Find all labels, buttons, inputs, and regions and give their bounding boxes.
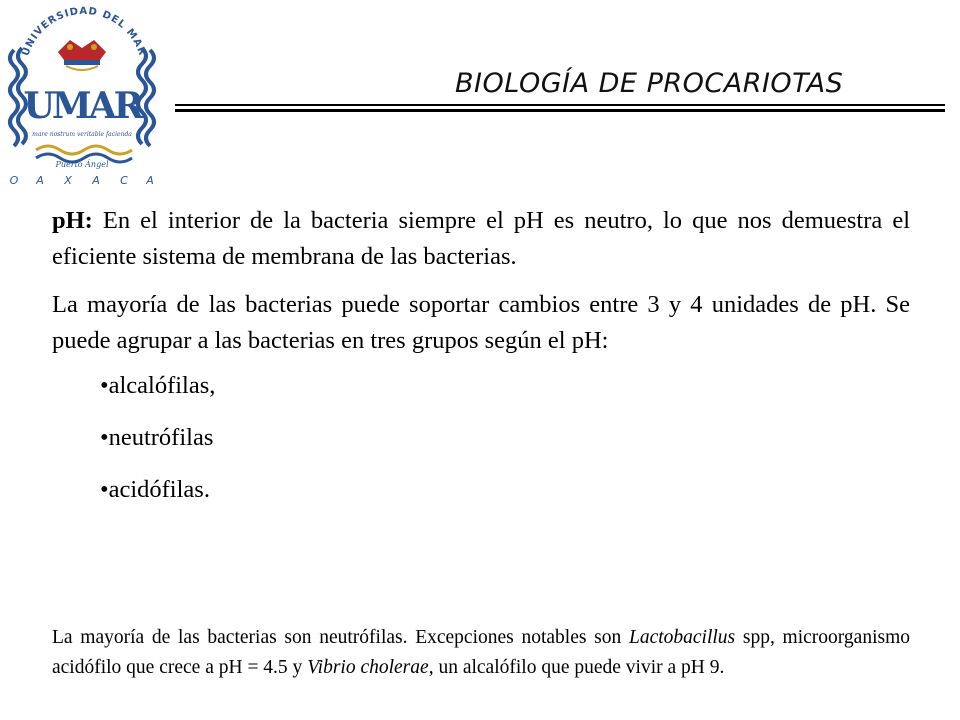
logo-state-letter: A [36, 174, 44, 187]
logo-state-letter: A [92, 174, 100, 187]
footnote-paragraph [52, 623, 910, 683]
crest-icon [58, 40, 106, 70]
ph-label: pH: [52, 207, 93, 234]
bullet-item: •neutrófilas [100, 424, 214, 451]
species-name: Vibrio cholerae [307, 656, 429, 678]
logo-campus: Puerto Ángel [55, 160, 109, 169]
logo-arc-text: UNIVERSIDAD DEL MAR [20, 5, 148, 58]
title-rule [175, 104, 945, 106]
logo-state-letter: X [64, 174, 72, 187]
groups-paragraph: La mayoría de las bacterias puede soportar cambios entre 3 y 4 unidades de pH. Se puede agrupar a las bacterias en tres grupos según el pH: [52, 291, 910, 354]
logo-monogram: UMAR [23, 85, 141, 127]
slide-body [52, 203, 910, 527]
bullet-item: •alcalófilas, [100, 372, 216, 399]
university-logo [0, 0, 165, 190]
slide-title: BIOLOGÍA DE PROCARIOTAS [455, 68, 844, 99]
footnote-text: , un alcalófilo que puede vivir a pH 9. [428, 656, 725, 678]
logo-motto: mare nostrum veritable facienda [32, 131, 132, 138]
footnote-text: La mayoría de las bacterias son neutrófilas. Excepciones notables son [52, 626, 629, 648]
logo-state-letter: O [9, 174, 19, 187]
genus-name: Lactobacillus [628, 626, 736, 648]
bullet-item: •acidófilas. [100, 476, 210, 503]
footnote-text: spp, microorganismo acidófilo que crece a pH = 4.5 y [52, 626, 910, 678]
ph-paragraph [52, 203, 910, 275]
ph-paragraph-text: En el interior de la bacteria siempre el pH es neutro, lo que nos demuestra el eficiente sistema de membrana de las bacterias. [52, 207, 910, 270]
logo-state-letter: C [120, 174, 128, 187]
title-rule [175, 109, 945, 112]
logo-state-letter: A [146, 174, 154, 187]
